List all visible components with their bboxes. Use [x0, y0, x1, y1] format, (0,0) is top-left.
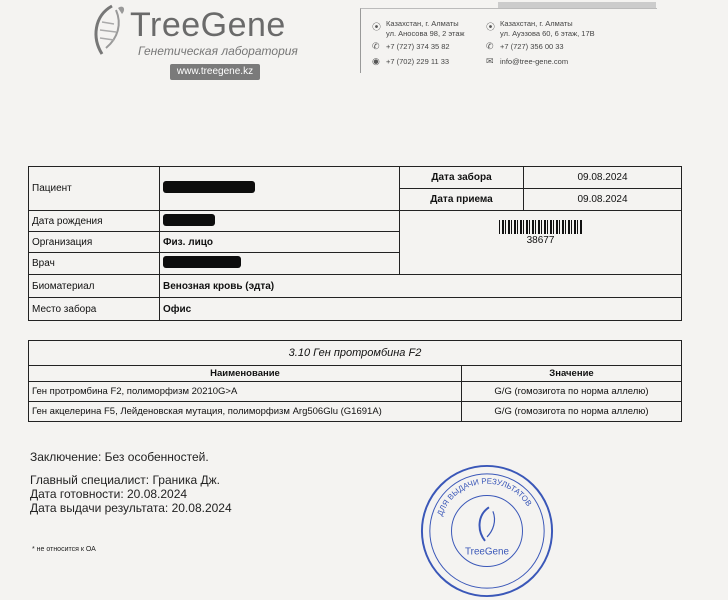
left-address-line1: Казахстан, г. Алматы — [386, 19, 459, 28]
result-row-name: Ген акцелерина F5, Лейденовская мутация, полиморфизм Arg506Glu (G1691A) — [29, 402, 462, 422]
redacted-birth-date — [163, 214, 215, 226]
result-title: 3.10 Ген протромбина F2 — [288, 347, 422, 359]
patient-label-cell — [29, 167, 160, 211]
location-icon: ⦿ — [372, 22, 382, 32]
doctor-label-cell — [29, 253, 160, 275]
right-email: info@tree-gene.com — [500, 57, 569, 66]
receive-date-value: 09.08.2024 — [577, 194, 628, 205]
phone-icon: ✆ — [486, 41, 494, 51]
brand-url: www.treegene.kz — [170, 64, 260, 80]
right-address-line2: ул. Ауэзова 60, 6 этаж, 17В — [500, 29, 595, 38]
biomaterial-label-cell — [29, 275, 160, 298]
ready-date-text: Дата готовности: 20.08.2024 — [30, 487, 188, 501]
place-value-cell — [160, 298, 682, 321]
birth-label-cell — [29, 211, 160, 232]
footnote: * не относится к ОА — [32, 546, 96, 553]
doctor-value-cell — [160, 253, 400, 275]
dna-logo-icon — [88, 2, 128, 62]
patient-value-cell — [160, 167, 400, 211]
redacted-patient-name — [163, 181, 255, 193]
conclusion-text: Заключение: Без особенностей. — [30, 450, 209, 464]
specialist-text: Главный специалист: Граника Дж. — [30, 473, 220, 487]
organization-value-cell — [160, 232, 400, 253]
result-row-value: G/G (гомозигота по норма аллелю) — [462, 382, 682, 402]
result-title-cell — [29, 341, 682, 366]
left-address-line2: ул. Аносова 98, 2 этаж — [386, 29, 465, 38]
stamp-brand: TreeGene — [465, 546, 509, 558]
brand-subtitle: Генетическая лаборатория — [138, 44, 298, 58]
place-label-cell — [29, 298, 160, 321]
doctor-label: Врач — [32, 258, 55, 269]
collect-date-label-cell — [400, 167, 524, 189]
birth-value-cell — [160, 211, 400, 232]
location-icon: ⦿ — [486, 22, 496, 32]
whatsapp-icon: ◉ — [372, 56, 380, 66]
barcode-cell — [400, 211, 682, 275]
redacted-doctor-name — [163, 256, 241, 268]
result-row-value: G/G (гомозигота по норма аллелю) — [462, 402, 682, 422]
patient-label: Пациент — [32, 183, 72, 194]
email-icon: ✉ — [486, 56, 494, 66]
barcode-number: 38677 — [526, 234, 555, 246]
place-value: Офис — [163, 303, 192, 315]
left-phone: +7 (727) 374 35 82 — [386, 42, 450, 51]
stamp-seal — [418, 462, 556, 600]
receive-date-value-cell — [524, 189, 682, 211]
col-value-header: Значение — [462, 366, 682, 382]
organization-label: Организация — [32, 236, 93, 248]
place-label: Место забора — [32, 303, 97, 315]
result-row-name: Ген протромбина F2, полиморфизм 20210G>A — [29, 382, 462, 402]
redacted-top-bar — [498, 2, 656, 8]
brand-name: TreeGene — [130, 6, 286, 44]
barcode-icon — [499, 220, 583, 234]
issue-date-text: Дата выдачи результата: 20.08.2024 — [30, 501, 232, 515]
left-whatsapp: +7 (702) 229 11 33 — [386, 57, 450, 66]
right-address-line1: Казахстан, г. Алматы — [500, 19, 573, 28]
birth-label: Дата рождения — [32, 215, 103, 227]
receive-date-label: Дата приема — [430, 194, 493, 205]
col-name-header: Наименование — [29, 366, 462, 382]
result-table — [28, 340, 682, 422]
collect-date-value: 09.08.2024 — [577, 172, 628, 183]
organization-label-cell — [29, 232, 160, 253]
collect-date-label: Дата забора — [431, 172, 492, 183]
organization-value: Физ. лицо — [163, 236, 213, 248]
receive-date-label-cell — [400, 189, 524, 211]
biomaterial-value: Венозная кровь (эдта) — [163, 280, 275, 292]
biomaterial-label: Биоматериал — [32, 280, 95, 292]
phone-icon: ✆ — [372, 41, 380, 51]
right-phone: +7 (727) 356 00 33 — [500, 42, 564, 51]
patient-table — [28, 166, 682, 321]
collect-date-value-cell — [524, 167, 682, 189]
stamp-label: ДЛЯ ВЫДАЧИ РЕЗУЛЬТАТОВ — [435, 476, 534, 518]
biomaterial-value-cell — [160, 275, 682, 298]
